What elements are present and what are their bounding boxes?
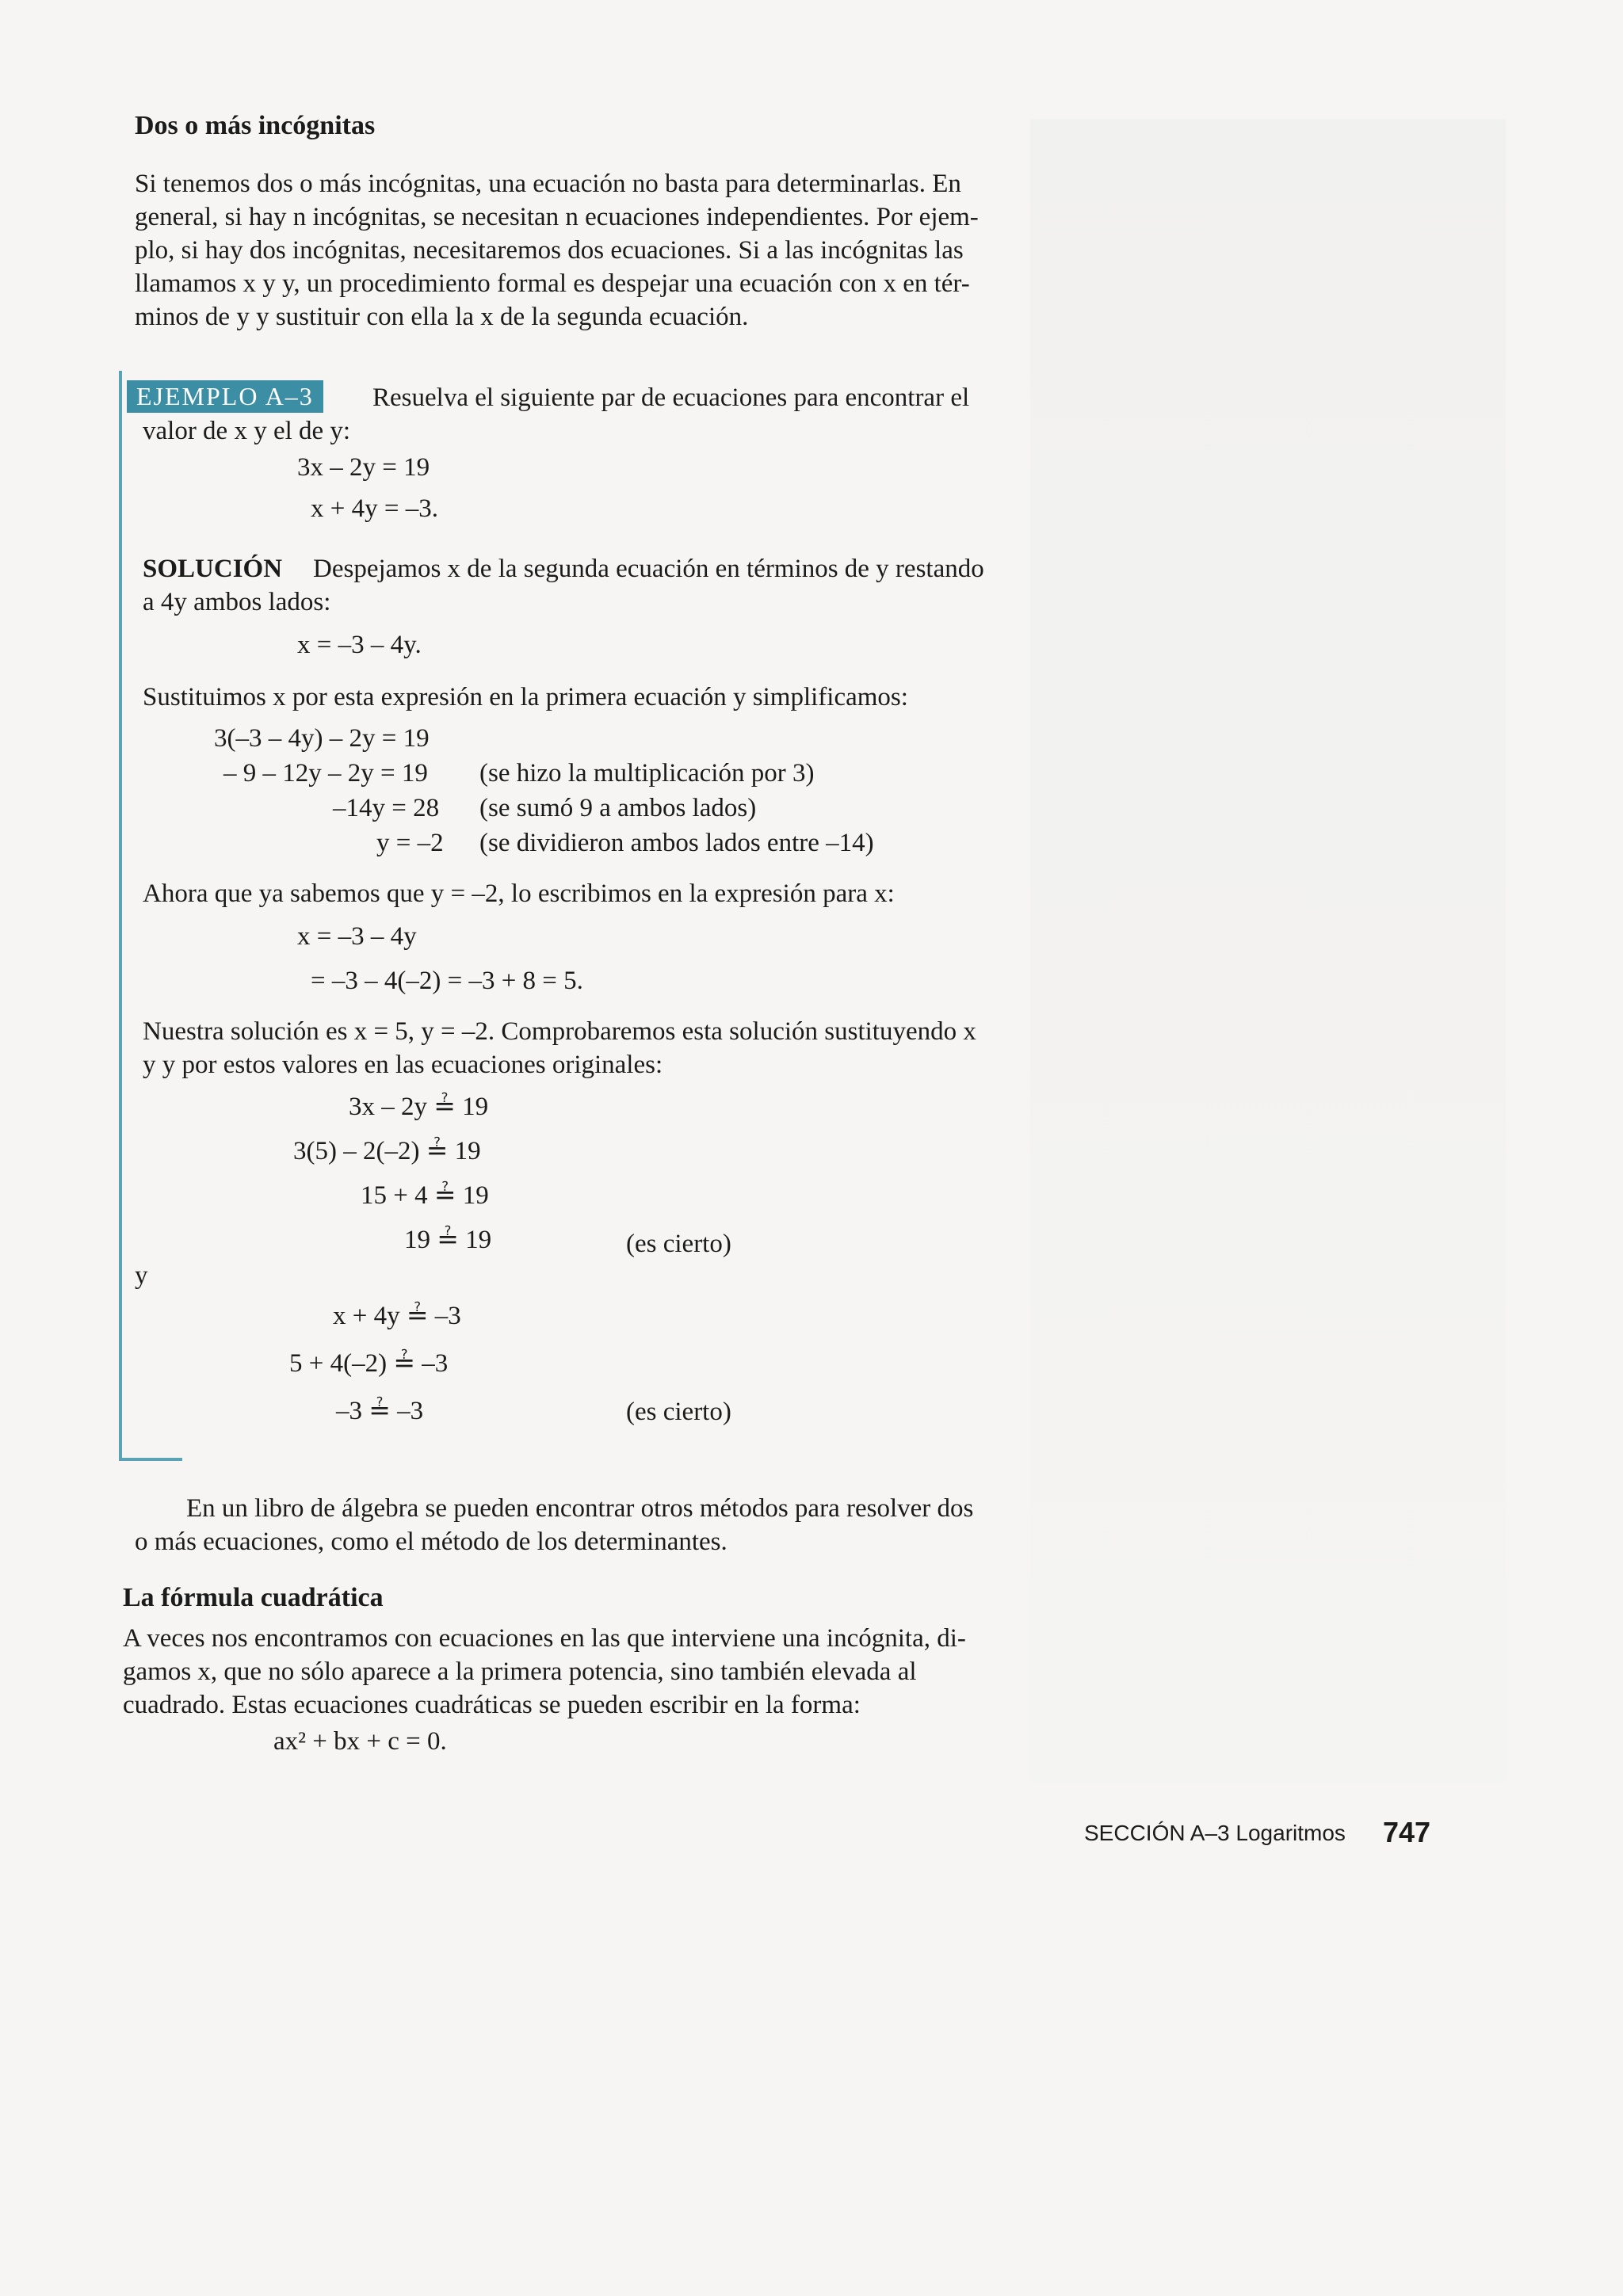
check-note: (es cierto) xyxy=(626,1398,731,1426)
solution-text: Nuestra solución es x = 5, y = –2. Comprobaremos esta solución sustituyendo x xyxy=(143,1017,976,1046)
equation: 3x – 2y = 19 xyxy=(297,453,430,482)
step-note: (se hizo la multiplicación por 3) xyxy=(479,759,815,788)
step-equation: – 9 – 12y – 2y = 19 xyxy=(223,759,428,788)
paragraph-line: general, si hay n incógnitas, se necesitan n ecuaciones independientes. Por ejem- xyxy=(135,203,979,231)
check-equation: 3(5) – 2(–2) ≟ 19 xyxy=(293,1137,481,1165)
paragraph-line: En un libro de álgebra se pueden encontrar otros métodos para resolver dos xyxy=(186,1494,974,1523)
running-footer: SECCIÓN A–3 Logaritmos xyxy=(1084,1821,1346,1845)
equation: = –3 – 4(–2) = –3 + 8 = 5. xyxy=(311,967,583,995)
step-note: (se sumó 9 a ambos lados) xyxy=(479,794,757,822)
solution-label: SOLUCIÓN xyxy=(143,555,283,583)
equation: x = –3 – 4y. xyxy=(297,631,422,659)
quadratic-formula: ax² + bx + c = 0. xyxy=(273,1727,447,1756)
section-heading: La fórmula cuadrática xyxy=(123,1583,384,1612)
solution-text: a 4y ambos lados: xyxy=(143,588,331,616)
bleed-through-shade xyxy=(1030,119,1506,1783)
check-equation: 15 + 4 ≟ 19 xyxy=(361,1181,489,1210)
solution-text: Sustituimos x por esta expresión en la primera ecuación y simplificamos: xyxy=(143,683,908,711)
connector-word: y xyxy=(135,1261,148,1290)
paragraph-line: llamamos x y y, un procedimiento formal es despejar una ecuación con x en tér- xyxy=(135,269,970,298)
page-number: 747 xyxy=(1383,1816,1431,1848)
example-intro: valor de x y el de y: xyxy=(143,417,351,445)
step-equation: 3(–3 – 4y) – 2y = 19 xyxy=(214,724,430,753)
paragraph-line: gamos x, que no sólo aparece a la primera potencia, sino también elevada al xyxy=(123,1657,917,1686)
solution-text: Despejamos x de la segunda ecuación en términos de y restando xyxy=(313,555,984,583)
check-equation: 3x – 2y ≟ 19 xyxy=(349,1093,489,1121)
paragraph-line: plo, si hay dos incógnitas, necesitaremos dos ecuaciones. Si a las incógnitas las xyxy=(135,236,964,265)
example-intro: Resuelva el siguiente par de ecuaciones para encontrar el xyxy=(372,383,970,412)
check-note: (es cierto) xyxy=(626,1230,731,1258)
equation: x = –3 – 4y xyxy=(297,922,417,951)
paragraph-line: minos de y y sustituir con ella la x de la segunda ecuación. xyxy=(135,303,749,331)
example-box-end xyxy=(119,1458,182,1461)
step-note: (se dividieron ambos lados entre –14) xyxy=(479,829,874,857)
step-equation: y = –2 xyxy=(376,829,444,857)
check-equation: x + 4y ≟ –3 xyxy=(333,1302,461,1330)
paragraph-line: cuadrado. Estas ecuaciones cuadráticas se pueden escribir en la forma: xyxy=(123,1691,861,1719)
example-tag: EJEMPLO A–3 xyxy=(127,380,323,413)
solution-text: y y por estos valores en las ecuaciones originales: xyxy=(143,1051,663,1079)
paragraph-line: Si tenemos dos o más incógnitas, una ecuación no basta para determinarlas. En xyxy=(135,170,961,198)
section-heading: Dos o más incógnitas xyxy=(135,111,376,140)
check-equation: 5 + 4(–2) ≟ –3 xyxy=(289,1349,449,1378)
example-box xyxy=(119,371,1057,1460)
paragraph-line: A veces nos encontramos con ecuaciones en las que interviene una incógnita, di- xyxy=(123,1624,966,1653)
solution-text: Ahora que ya sabemos que y = –2, lo escribimos en la expresión para x: xyxy=(143,879,895,908)
equation: x + 4y = –3. xyxy=(311,494,438,523)
step-equation: –14y = 28 xyxy=(333,794,440,822)
check-equation: –3 ≟ –3 xyxy=(336,1397,424,1425)
paragraph-line: o más ecuaciones, como el método de los determinantes. xyxy=(135,1527,727,1556)
check-equation: 19 ≟ 19 xyxy=(404,1226,492,1254)
